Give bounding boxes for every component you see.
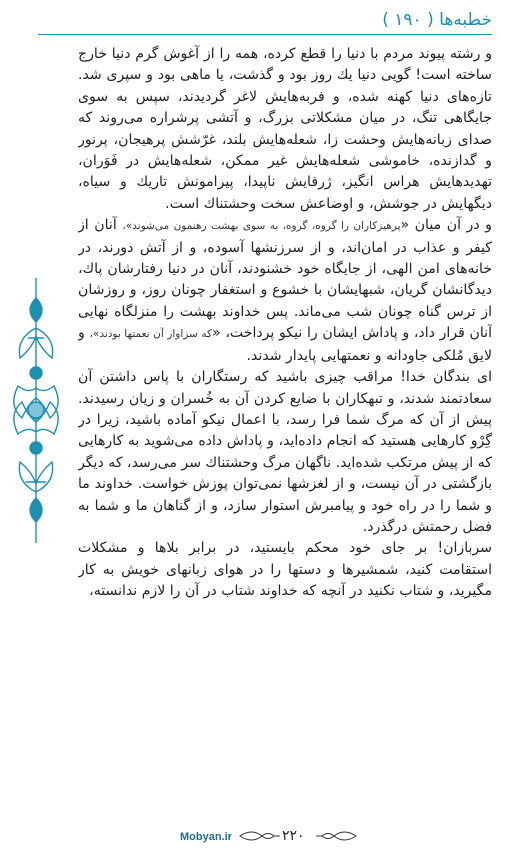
paragraph-2-part-a: و در آن میان « xyxy=(400,217,492,234)
paragraph-4: سربازان! بر جای خود محکم بایستید، در برابر بلاها و مشکلات استقامت کنید، شمشیرها و دستها را در هوای زبانهای خویش به کار مگیرید، و شتاب نکنید در آنچه که خداوند شتاب در آن را لازم ندانسته، xyxy=(78,540,492,600)
page-number: ۲۲۰ xyxy=(282,828,305,844)
quote-note-2: که سزاوار آن نعمتها بودند»، xyxy=(89,328,213,341)
header-divider xyxy=(38,34,492,35)
margin-ornament xyxy=(6,278,66,543)
quote-note-1: پرهیزکاران را گروه، گروه، به سوی بهشت رهنمون می‌شوند»، xyxy=(122,220,401,233)
paragraph-2 xyxy=(78,215,492,367)
page-title: خطبه‌ها ( ۱۹۰ ) xyxy=(382,10,492,30)
paragraph-2-part-b: آنان از کیفر و عذاب در امان‌اند، و از سرزنشها آسوده، و از آتش دورند، در خانه‌های امن الهی، از جایگاه خود خشنودند، آنان در دنیا رفتارشان پاك، دیدگانشان گریان، شبهایشان با خشوع و استغفار چونان روز، و روزشان از ترس گناه چونان شب می‌ماند. پس خداوند بهشت را منزلگاه نهایی آنان قرار داد، و پاداش ایشان را نیکو پرداخت، « xyxy=(78,217,492,342)
paragraph-2-part-c: و لایق مُلکی جاودانه و نعمتهایی پایدار شدند. xyxy=(78,325,492,364)
page-header xyxy=(0,0,520,40)
site-watermark: Mobyan.ir xyxy=(180,831,232,843)
paragraph-3: ای بندگان خدا! مراقب چیزی باشید که رستگاران با پاس داشتن آن سعادتمند شدند، و تبهکاران با ضایع کردن آن به خُسران و زیان رسیدند. پیش از آن که مرگ شما فرا رسد، با اعمال نیکو آماده باشید، زیرا در گِرْو کارهایی هستید که انجام داده‌اید، و پاداش داده می‌شوید به کارهایی که از پیش مرتکب شده‌اید. ناگهان مرگ وحشتناك سر می‌رسد، که دیگر بازگشتی در آن نیست، و از لغزشها نمی‌توان پوزش خواست. خداوند ما و شما را در راه خود و پیامبرش استوار سازد، و از گناهان ما و شما به فضل رحمتش درگذرد. xyxy=(78,369,492,535)
body-text xyxy=(78,44,492,801)
paragraph-1: و رشته پیوند مردم با دنیا را قطع کرده، همه را از آغوش گرم دنیا خارج ساخته است! گویی دنیا یك روز بود و گذشت، یا ماهی بود و سپری شد. تازه‌های دنیا کهنه شده، و فربه‌هایش لاغر گردیدند، سپس به سوی جایگاهی تنگ، در میان مشکلاتی بزرگ، و آتشی پرشراره می‌روند که صدای زبانه‌هایش وحشت زا، شعله‌هایش بلند، غرّشش پرهیجان، پرنور و گدازنده، خاموشی شعله‌هایش غیر ممکن، شعله‌هایش در فَوَران، تهدیدهایش هراس انگیز، ژرفایش ناپیدا، پیرامونش تاریك و سیاه، دیگهایش در جوشش، و اوضاعش سخت وحشتناك است. xyxy=(78,46,492,212)
page-footer xyxy=(0,807,520,855)
